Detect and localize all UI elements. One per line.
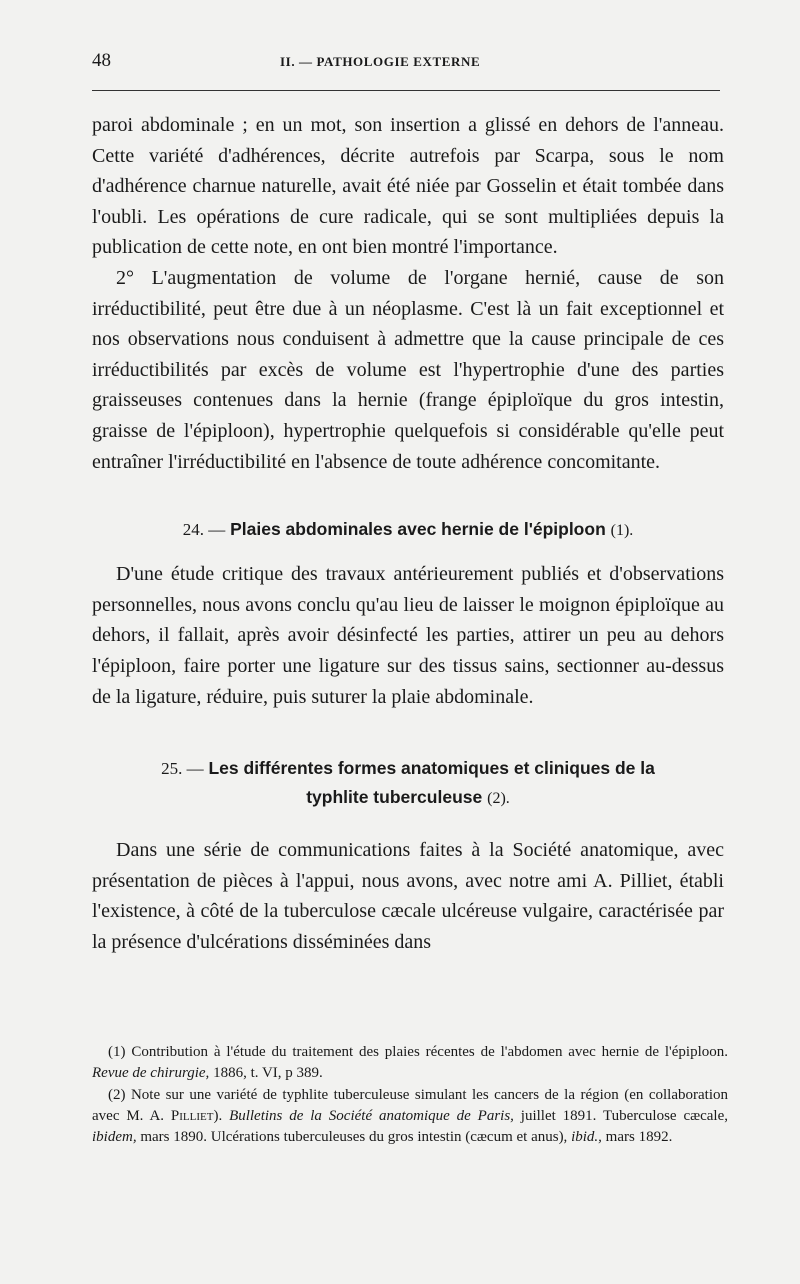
footnote-2-paren: ).: [213, 1108, 223, 1124]
footnote-2-date: juillet 1891. Tuberculose cæcale,: [520, 1108, 728, 1124]
section-25-heading-line1: Les différentes formes anatomiques et cliniques de la: [208, 758, 655, 779]
section-24-number: 24. —: [182, 520, 226, 540]
footnote-1-journal: Revue de chirurgie,: [92, 1065, 210, 1081]
section-25-footnote-ref: (2).: [487, 790, 510, 808]
page-body: [92, 110, 724, 957]
section-24-title: [92, 515, 724, 545]
section-25-title: [92, 754, 724, 813]
footnotes: [92, 1042, 728, 1149]
page-number: 48: [92, 50, 111, 71]
running-head: II. — PATHOLOGIE EXTERNE: [280, 54, 481, 69]
paragraph-typhlite: Dans une série de communications faites à la Société anatomique, avec présentation de pièces à l'appui, nous avons, avec notre ami A. Pilliet, établi l'existence, à côté de la tuberculose cæcale ulcéreuse vulgaire, caractérisée par la présence d'ulcérations disséminées dans: [92, 839, 724, 953]
footnote-2-author: Pilliet: [170, 1108, 214, 1124]
footnote-2-text: (2) Note sur une variété de typhlite tuberculeuse simulant les cancers de la région (en collaboration avec M. A.: [92, 1087, 728, 1124]
footnote-2-journal: Bulletins de la Société anatomique de Paris,: [229, 1108, 514, 1124]
header-rule: [92, 90, 720, 91]
footnote-2: [92, 1085, 728, 1148]
section-25-number: 25. —: [161, 759, 204, 779]
footnote-2-ibid: ibid.,: [571, 1129, 602, 1145]
section-24-footnote-ref: (1).: [610, 522, 634, 540]
page-header: [92, 50, 720, 74]
footnote-1-text: (1) Contribution à l'étude du traitement des plaies récentes de l'abdomen avec hernie de l'épiploon.: [108, 1044, 728, 1060]
paragraph-irreductibilite: 2° L'augmentation de volume de l'organe hernié, cause de son irréductibilité, peut être due à un néoplasme. C'est là un fait exceptionnel et nos observations nous conduisent à admettre que la cause principale de ces irréductibilités par excès de volume est l'hypertrophie d'une des parties graisseuses contenues dans la hernie (frange épiploïque du gros intestin, graisse de l'épiploon), hypertrophie quelquefois si considérable qu'elle peut entraîner l'irréductibilité en l'absence de toute adhérence concomitante.: [92, 266, 724, 473]
footnote-2-ulcerations: mars 1890. Ulcérations tuberculeuses du gros intestin (cæcum et anus),: [140, 1129, 568, 1145]
footnote-1-citation: 1886, t. VI, p 389.: [213, 1065, 323, 1081]
paragraph-plaies: D'une étude critique des travaux antérieurement publiés et d'observations personnelles, nous avons conclu qu'au lieu de laisser le moignon épiploïque au dehors, il fallait, après avoir désinfecté les parties, attirer un peu au dehors l'épiploon, faire porter une ligature sur des tissus sains, sectionner au-dessus de la ligature, réduire, puis suturer la plaie abdominale.: [92, 563, 724, 708]
footnote-2-end: mars 1892.: [605, 1129, 673, 1145]
section-25-heading-line2: typhlite tuberculeuse: [306, 787, 483, 808]
paragraph-continued: paroi abdominale ; en un mot, son insertion a glissé en dehors de l'anneau. Cette variété d'adhérences, décrite autrefois par Scarpa, sous le nom d'adhérence charnue naturelle, avait été niée par Gosselin et était tombée dans l'oubli. Les opérations de cure radicale, qui se sont multipliées depuis la publication de cette note, en ont bien montré l'importance.: [92, 114, 724, 259]
footnote-2-ibidem: ibidem,: [92, 1129, 137, 1145]
footnote-1: [92, 1042, 728, 1084]
section-24-heading: Plaies abdominales avec hernie de l'épiploon: [230, 519, 606, 540]
